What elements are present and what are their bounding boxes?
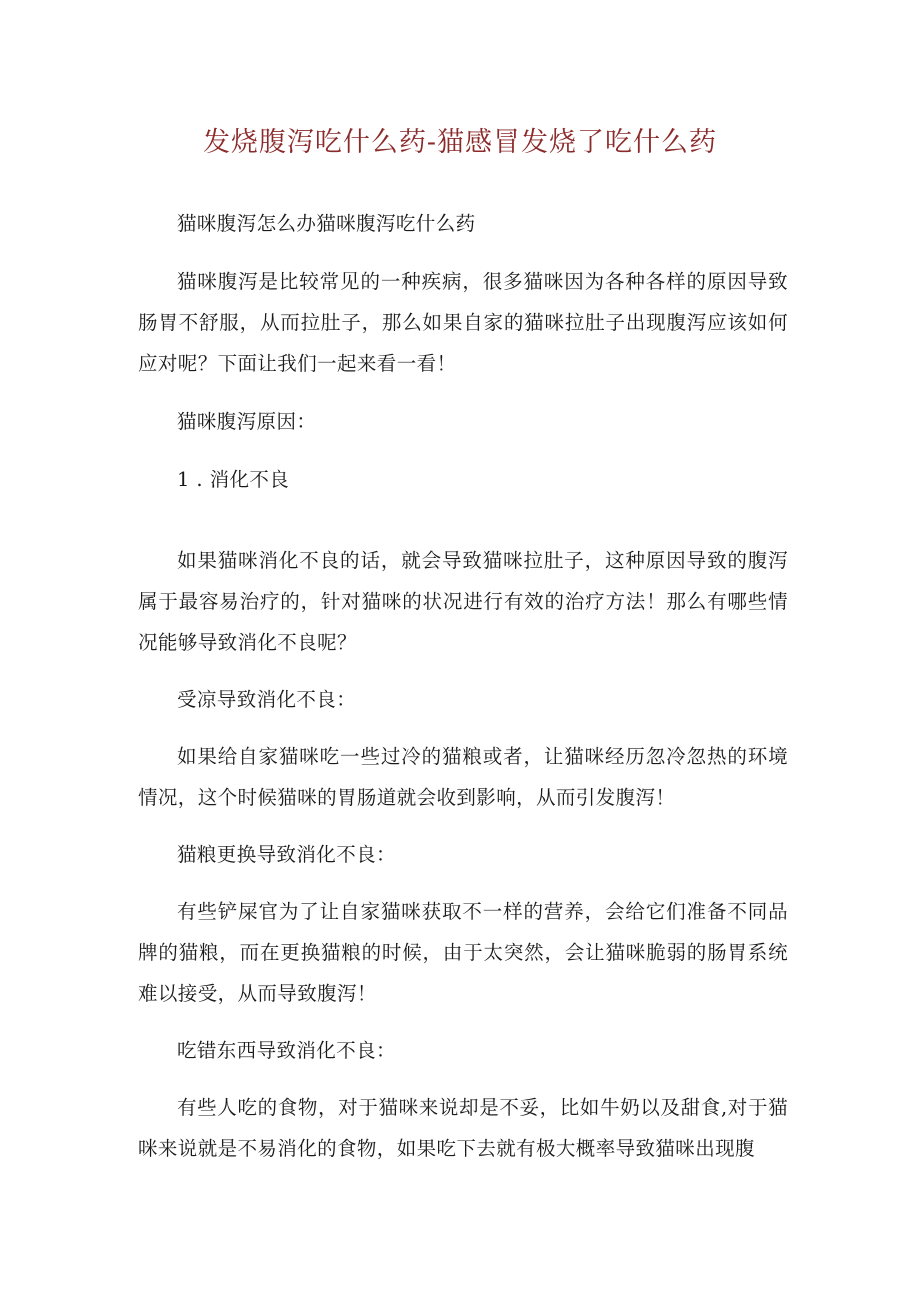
paragraph-indigestion-body: 如果猫咪消化不良的话，就会导致猫咪拉肚子，这种原因导致的腹泻属于最容易治疗的，针对猫咪的状况进行有效的治疗方法！那么有哪些情况能够导致消化不良呢？ — [138, 549, 788, 654]
paragraph-subtitle: 猫咪腹泻怎么办猫咪腹泻吃什么药 — [177, 212, 476, 235]
paragraph-causes-heading: 猫咪腹泻原因： — [177, 410, 317, 433]
page-title: 发烧腹泻吃什么药-猫感冒发烧了吃什么药 — [202, 127, 718, 158]
paragraph-indigestion-heading: 1 . 消化不良 — [177, 468, 290, 491]
paragraph-cold-body: 如果给自家猫咪吃一些过冷的猫粮或者，让猫咪经历忽冷忽热的环境情况，这个时候猫咪的胃肠道就会收到影响，从而引发腹泻！ — [138, 745, 788, 809]
paragraph-intro: 猫咪腹泻是比较常见的一种疾病，很多猫咪因为各种各样的原因导致肠胃不舒服，从而拉肚子，那么如果自家的猫咪拉肚子出现腹泻应该如何应对呢？下面让我们一起来看一看！ — [138, 270, 788, 375]
document-body — [138, 203, 788, 1169]
paragraph-food-change-heading: 猫粮更换导致消化不良： — [177, 843, 396, 866]
paragraph-wrong-food-body: 有些人吃的食物，对于猫咪来说却是不妥，比如牛奶以及甜食,对于猫咪来说就是不易消化的食物，如果吃下去就有极大概率导致猫咪出现腹 — [138, 1096, 788, 1160]
paragraph-food-change-body: 有些铲屎官为了让自家猫咪获取不一样的营养，会给它们准备不同品牌的猫粮，而在更换猫粮的时候，由于太突然，会让猫咪脆弱的肠胃系统难以接受，从而导致腹泻！ — [138, 900, 788, 1005]
paragraph-wrong-food-heading: 吃错东西导致消化不良： — [177, 1039, 396, 1062]
paragraph-cold-heading: 受凉导致消化不良： — [177, 688, 357, 711]
